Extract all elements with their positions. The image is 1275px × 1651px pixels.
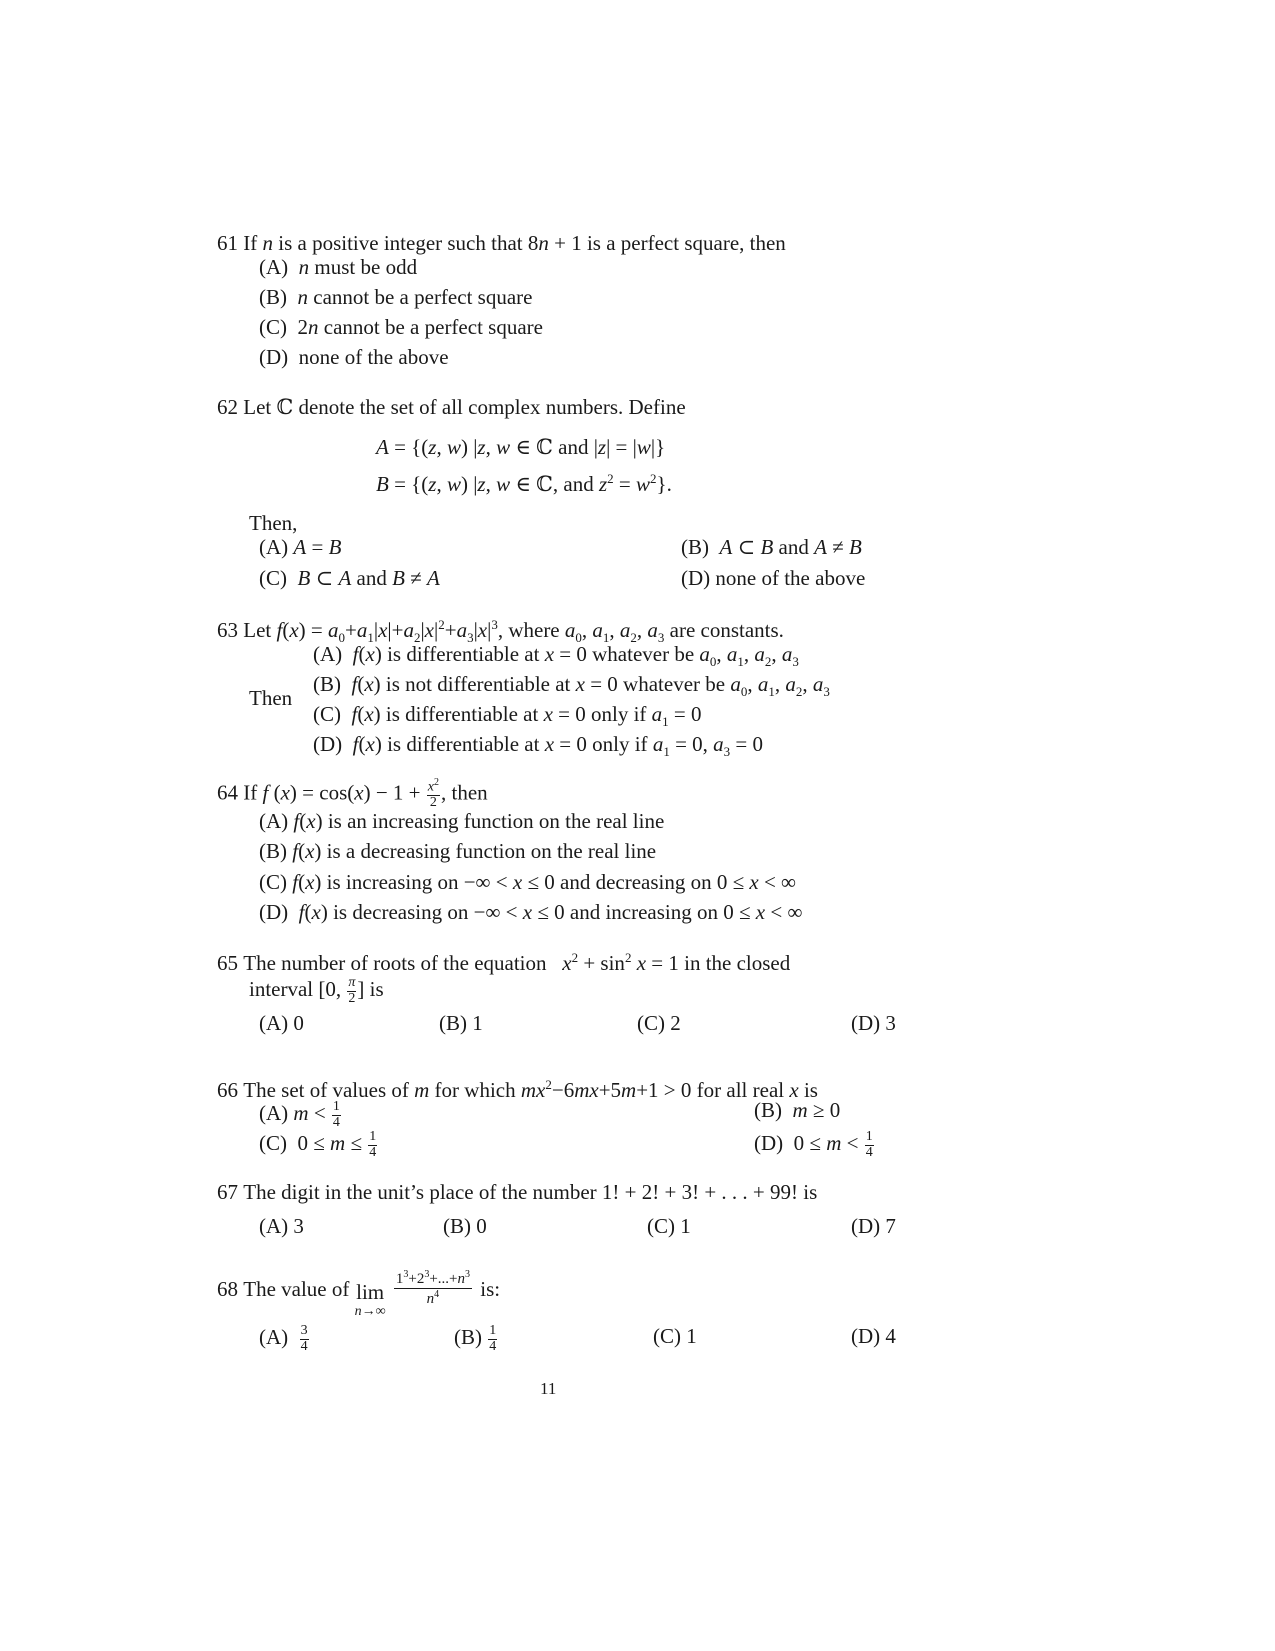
q63-option-a: (A) f(x) is differentiable at x = 0 whatever be $a_0$, $a_1$, $a_2$, $a_3$	[313, 642, 799, 670]
q65-stem-b: in the closed	[684, 951, 791, 975]
q66-number: 66	[217, 1078, 238, 1102]
option-label: (A)	[259, 1101, 289, 1125]
q62-set-a-definition: A = {(z, w) |z, w ∈ ℂ and |z| = |w|}	[376, 435, 666, 459]
q62-option-d	[681, 568, 865, 589]
q68-stem-b: is:	[480, 1276, 501, 1301]
option-label: (A)	[259, 255, 289, 279]
fraction: $\frac{1}{4}$	[489, 1323, 497, 1354]
option-label: (B)	[259, 839, 287, 863]
q61-stem-c: is a perfect square, then	[586, 231, 786, 255]
q64-stem: 64 If f (x) = cos(x) − 1 + $\frac{x^2}{2}$ , then	[217, 777, 488, 811]
q62-option-b: (B) A ⊂ B and A ≠ B	[681, 535, 862, 559]
q61-option-b: (B) n cannot be a perfect square	[259, 285, 533, 309]
option-label: (B)	[681, 535, 709, 559]
q68-stem-a: The value of	[243, 1276, 350, 1301]
fraction: $\frac{1}{4}$	[865, 1129, 873, 1160]
option-label: (B)	[313, 672, 341, 696]
option-label: (C)	[259, 1131, 287, 1155]
option-label: (D)	[259, 900, 289, 924]
option-label: (C)	[259, 315, 287, 339]
q64-option-d: (D) f(x) is decreasing on −∞ < x ≤ 0 and increasing on 0 ≤ x < ∞	[259, 900, 803, 924]
q62-stem	[217, 397, 686, 418]
q68-option-c: (C) 1	[653, 1324, 697, 1348]
option-label: (A)	[259, 809, 289, 833]
option-label: (D)	[313, 732, 343, 756]
option-text: must be odd	[314, 255, 418, 279]
q62-then: Then,	[249, 511, 298, 535]
q68-number: 68	[217, 1276, 238, 1301]
q62-stem-text: Let ℂ denote the set of all complex numbers. Define	[243, 395, 686, 419]
q64-number: 64	[217, 780, 238, 805]
q63-then: Then	[249, 686, 293, 710]
fraction: $\frac{\pi}{2}$	[348, 975, 356, 1006]
q65-option-a: (A) 0	[259, 1011, 304, 1035]
q62-number: 62	[217, 395, 238, 419]
q66-stem: 66 The set of values of m for which $mx^2-6mx+5m+1 > 0$ for all real x is	[217, 1077, 818, 1102]
q61-option-a: (A) n must be odd	[259, 255, 418, 279]
fraction: $\frac{1}{4}$	[332, 1099, 340, 1130]
option-label: (C)	[259, 566, 287, 590]
q67-option-b: (B) 0	[443, 1214, 487, 1238]
q65-stem-d: is	[369, 977, 384, 1001]
option-label: (B)	[454, 1325, 482, 1349]
q66-option-a: (A) m < $\frac{1}{4}$	[259, 1099, 340, 1130]
q63-stem: 63 Let $f(x) = a_0+a_1|x|+a_2|x|^2+a_3|x|^3$, where $a_0$, $a_1$, $a_2$, $a_3$ are constants.	[217, 617, 784, 646]
option-text: cannot be a perfect square	[313, 285, 533, 309]
q63-option-d: (D) f(x) is differentiable at x = 0 only if $a_1 = 0$, $a_3 = 0$	[313, 732, 763, 760]
q61-number: 61	[217, 231, 238, 255]
q65-stem: 65 The number of roots of the equation $x^2 + \sin^2 x = 1$ in the closed	[217, 950, 791, 975]
option-text: none of the above	[715, 566, 866, 590]
q67-stem	[217, 1182, 817, 1203]
option-text: cannot be a perfect square	[323, 315, 543, 339]
q64-option-c: (C) f(x) is increasing on −∞ < x ≤ 0 and decreasing on 0 ≤ x < ∞	[259, 870, 797, 894]
q65-stem-line2: interval [0, $\frac{\pi}{2}$ ] is	[249, 975, 384, 1006]
q66-option-d: (D) 0 ≤ m < $\frac{1}{4}$	[754, 1129, 873, 1160]
q67-option-a: (A) 3	[259, 1214, 304, 1238]
q62-option-c: (C) B ⊂ A and B ≠ A	[259, 566, 440, 590]
limit-operator: lim n→∞	[354, 1280, 386, 1319]
q61-stem: 61 If n is a positive integer such that 8n + 1 is a perfect square, then	[217, 231, 786, 255]
fraction: $\frac{1}{4}$	[369, 1129, 377, 1160]
option-label: (B)	[259, 285, 287, 309]
q64-option-a: (A) f(x) is an increasing function on the real line	[259, 809, 665, 833]
option-text: is a decreasing function on the real line	[326, 839, 657, 863]
q68-option-d: (D) 4	[851, 1324, 896, 1348]
q67-stem-text: The digit in the unit’s place of the number 1! + 2! + 3! + . . . + 99! is	[243, 1180, 818, 1204]
q65-option-d: (D) 3	[851, 1011, 896, 1035]
q64-option-b: (B) f(x) is a decreasing function on the real line	[259, 839, 657, 863]
option-label: (B)	[754, 1098, 782, 1122]
page-number: 11	[540, 1379, 557, 1398]
q62-set-b-definition: B = {(z, w) |z, w ∈ ℂ, and $z^2 = w^2$}.	[376, 471, 672, 496]
q65-stem-c: interval	[249, 977, 314, 1001]
option-label: (A)	[259, 535, 289, 559]
option-text: is an increasing function on the real line	[327, 809, 665, 833]
q61-stem-a: If	[243, 231, 258, 255]
option-label: (A)	[313, 642, 343, 666]
option-label: (D)	[259, 345, 289, 369]
q66-option-b: (B) m ≥ 0	[754, 1098, 841, 1122]
fraction: $\frac{1^3+2^3+...+n^3}{n^4}$	[395, 1269, 470, 1307]
option-label: (D)	[681, 566, 711, 590]
q67-option-c: (C) 1	[647, 1214, 691, 1238]
option-label: (C)	[259, 870, 287, 894]
q63-option-b: (B) f(x) is not differentiable at x = 0 whatever be $a_0$, $a_1$, $a_2$, $a_3$	[313, 672, 830, 700]
q66-option-c: (C) 0 ≤ m ≤ $\frac{1}{4}$	[259, 1129, 377, 1160]
q68-option-a	[259, 1324, 310, 1354]
option-label: (A)	[259, 1325, 289, 1349]
q61-option-d	[259, 347, 449, 368]
q68-stem	[217, 1269, 501, 1319]
option-text: none of the above	[298, 345, 449, 369]
q61-option-c: (C) 2n cannot be a perfect square	[259, 315, 543, 339]
fraction: $\frac{3}{4}$	[300, 1323, 308, 1354]
q67-option-d: (D) 7	[851, 1214, 896, 1238]
q62-option-a: (A) A = B	[259, 535, 342, 559]
fraction: $\frac{x^2}{2}$	[427, 777, 439, 811]
q68-option-b	[454, 1324, 498, 1354]
q65-number: 65	[217, 951, 238, 975]
q65-option-c: (C) 2	[637, 1011, 681, 1035]
q63-option-c: (C) f(x) is differentiable at x = 0 only if $a_1 = 0$	[313, 702, 702, 730]
q65-option-b: (B) 1	[439, 1011, 483, 1035]
q65-stem-a: The number of roots of the equation	[243, 951, 547, 975]
q67-number: 67	[217, 1180, 238, 1204]
option-label: (D)	[754, 1131, 784, 1155]
option-label: (C)	[313, 702, 341, 726]
q63-number: 63	[217, 618, 238, 642]
q61-stem-b: is a positive integer such that	[278, 231, 523, 255]
